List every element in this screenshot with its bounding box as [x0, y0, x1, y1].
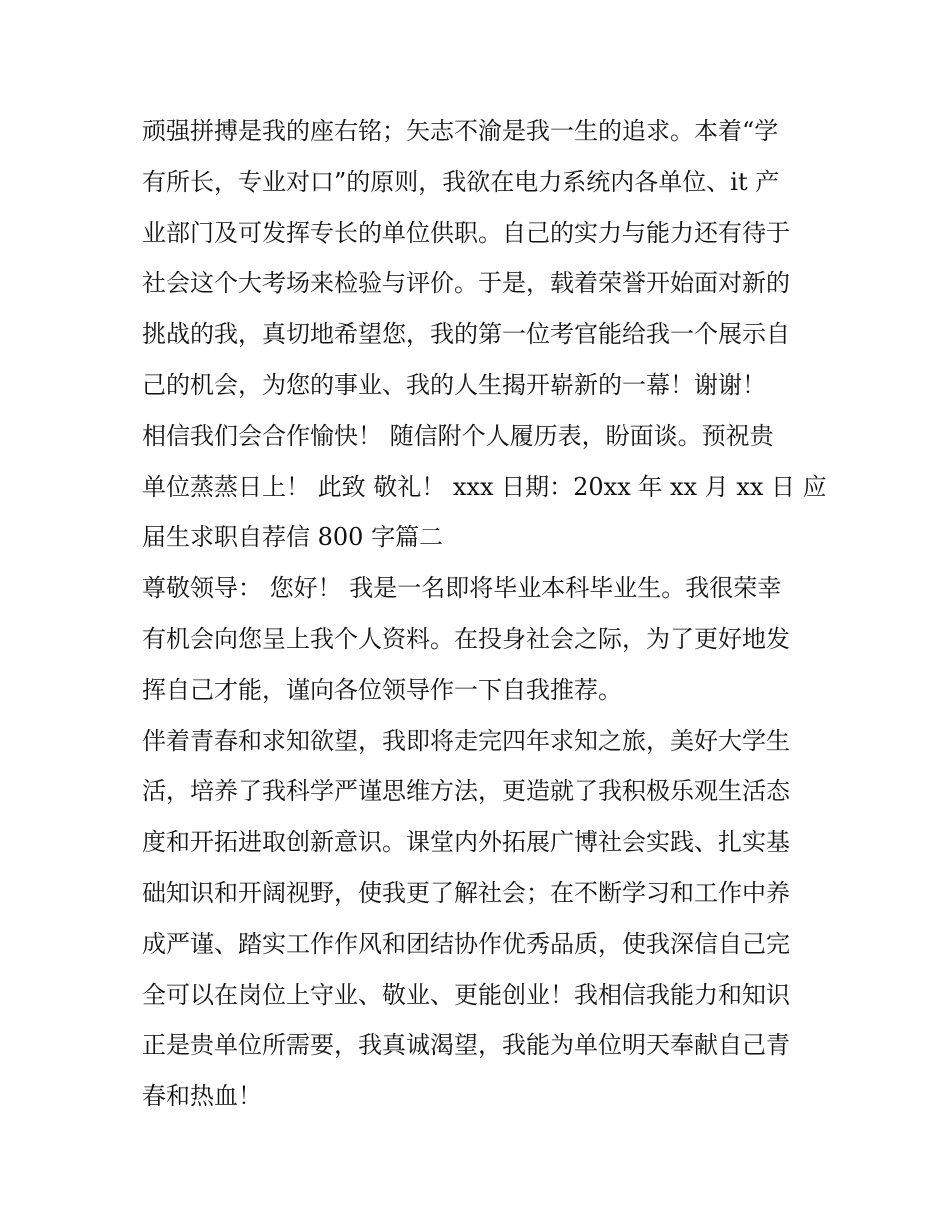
text-line: 度和开拓进取创新意识。课堂内外拓展广博社会实践、扎实基 — [142, 828, 790, 857]
text-line: 春和热血！ — [142, 1082, 262, 1111]
text-line: 届生求职自荐信 800 字篇二 — [142, 523, 444, 552]
text-line: 础知识和开阔视野，使我更了解社会；在不断学习和工作中养 — [142, 878, 790, 907]
text-line: 挥自己才能，谨向各位领导作一下自我推荐。 — [142, 675, 622, 704]
text-line: 顽强拼搏是我的座右铭；矢志不渝是我一生的追求。本着“学 — [142, 117, 779, 145]
text-line: 业部门及可发挥专长的单位供职。自己的实力与能力还有待于 — [142, 218, 790, 247]
text-line: 己的机会，为您的事业、我的人生揭开崭新的一幕！谢谢！ — [142, 370, 766, 399]
text-line: 社会这个大考场来检验与评价。于是，载着荣誉开始面对新的 — [142, 269, 790, 298]
text-line: 伴着青春和求知欲望，我即将走完四年求知之旅，美好大学生 — [142, 726, 790, 755]
text-line: 成严谨、踏实工作作风和团结协作优秀品质，使我深信自己完 — [142, 929, 790, 958]
text-line: 单位蒸蒸日上！ 此致 敬礼！ xxx 日期：20xx 年 xx 月 xx 日 应 — [142, 472, 827, 501]
text-line: 有所长，专业对口”的原则，我欲在电力系统内各单位、it 产 — [142, 167, 780, 196]
text-line: 有机会向您呈上我个人资料。在投身社会之际，为了更好地发 — [142, 624, 790, 653]
text-line: 挑战的我，真切地希望您，我的第一位考官能给我一个展示自 — [142, 320, 790, 349]
text-line: 尊敬领导： 您好！ 我是一名即将毕业本科毕业生。我很荣幸 — [142, 574, 782, 603]
text-line: 活，培养了我科学严谨思维方法，更造就了我积极乐观生活态 — [142, 777, 790, 806]
text-line: 相信我们会合作愉快！ 随信附个人履历表，盼面谈。预祝贵 — [142, 421, 774, 450]
text-line: 全可以在岗位上守业、敬业、更能创业！我相信我能力和知识 — [142, 980, 790, 1009]
text-line: 正是贵单位所需要，我真诚渴望，我能为单位明天奉献自己青 — [142, 1031, 790, 1060]
document-body — [142, 106, 827, 1122]
